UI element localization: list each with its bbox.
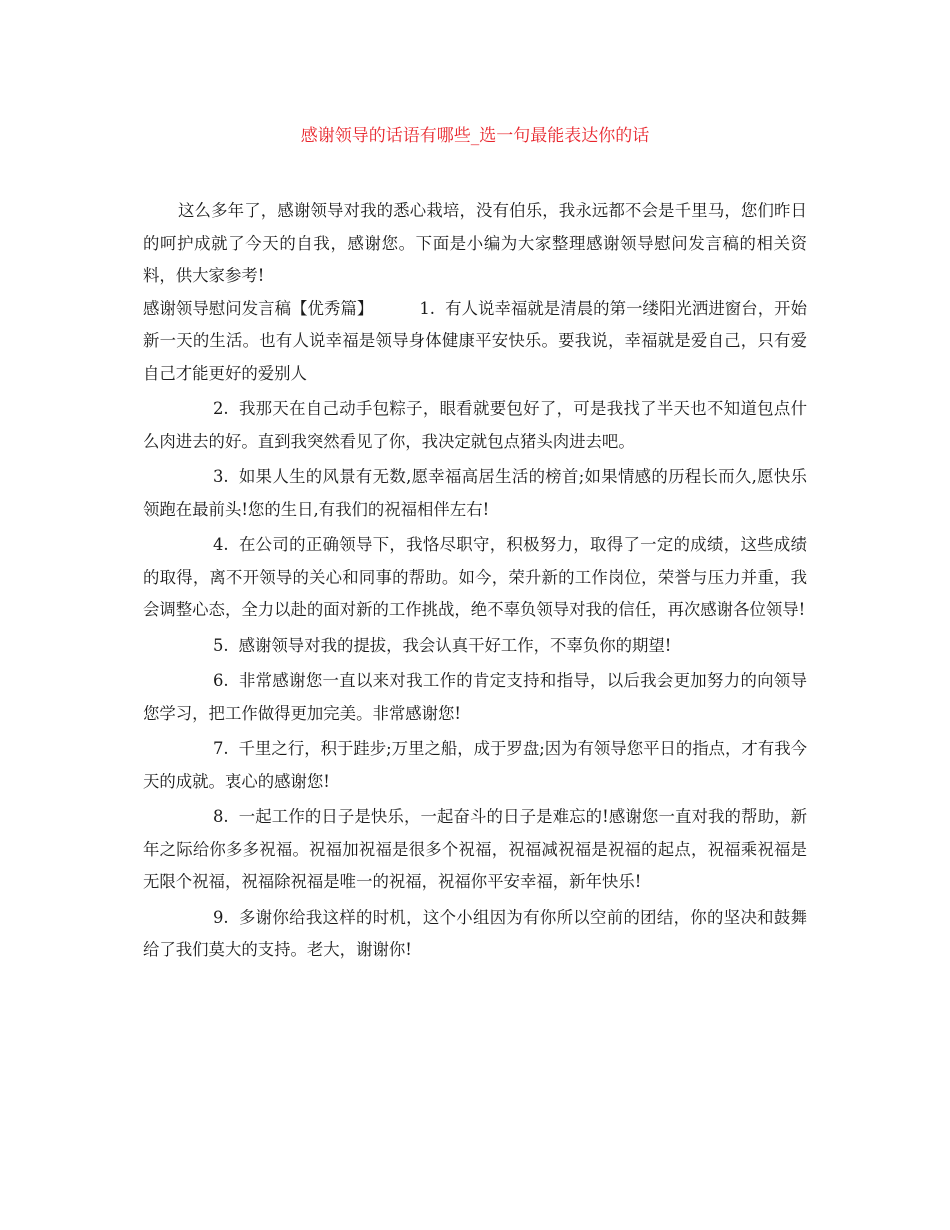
list-item (143, 801, 807, 899)
document-body (143, 195, 807, 967)
intro-paragraph: 这么多年了，感谢领导对我的悉心栽培，没有伯乐，我永远都不会是千里马，您们昨日的呵护成就了今天的自我，感谢您。下面是小编为大家整理感谢领导慰问发言稿的相关资料，供大家参考! (143, 201, 807, 285)
list-item (143, 733, 807, 798)
item-number: 9. (213, 907, 229, 927)
item-text: 多谢你给我这样的时机，这个小组因为有你所以空前的团结，你的坚决和鼓舞给了我们莫大的支持。老大，谢谢你! (143, 907, 807, 959)
item-number: 4. (213, 535, 229, 554)
item-text: 千里之行，积于跬步;万里之船，成于罗盘;因为有领导您平日的指点，才有我今天的成就。衷心的感谢您! (143, 739, 807, 791)
section-paragraph (143, 293, 807, 391)
list-item (143, 665, 807, 730)
list-item (143, 630, 807, 663)
list-item (143, 529, 807, 627)
item-number: 8. (213, 807, 229, 826)
item-number: 1. (419, 298, 436, 318)
item-text: 一起工作的日子是快乐，一起奋斗的日子是难忘的!感谢您一直对我的帮助，新年之际给你多多祝福。祝福加祝福是很多个祝福，祝福减祝福是祝福的起点，祝福乘祝福是无限个祝福，祝福除祝福是唯一的祝福，祝福你平安幸福，新年快乐! (143, 807, 807, 891)
list-item (143, 393, 807, 458)
item-number: 5. (213, 635, 229, 655)
item-text: 有人说幸福就是清晨的第一缕阳光洒进窗台，开始新一天的生活。也有人说幸福是领导身体健康平安快乐。要我说，幸福就是爱自己，只有爱自己才能更好的爱别人 (143, 298, 808, 383)
list-item (143, 461, 807, 526)
item-text: 在公司的正确领导下，我恪尽职守，积极努力，取得了一定的成绩，这些成绩的取得，离不开领导的关心和同事的帮助。如今，荣升新的工作岗位，荣誉与压力并重，我会调整心态，全力以赴的面对新的工作挑战，绝不辜负领导对我的信任，再次感谢各位领导! (143, 535, 807, 619)
item-number: 7. (213, 739, 229, 758)
item-text: 如果人生的风景有无数,愿幸福高居生活的榜首;如果情感的历程长而久,愿快乐领跑在最前头!您的生日,有我们的祝福相伴左右! (143, 467, 807, 519)
item-number: 6. (213, 671, 229, 690)
item-text: 感谢领导对我的提拔，我会认真干好工作，不辜负你的期望! (238, 635, 672, 655)
list-item (143, 902, 807, 967)
item-text: 非常感谢您一直以来对我工作的肯定支持和指导，以后我会更加努力的向领导您学习，把工作做得更加完美。非常感谢您! (143, 671, 807, 723)
section-title: 感谢领导慰问发言稿【优秀篇】 (143, 298, 374, 318)
document-title: 感谢领导的话语有哪些_选一句最能表达你的话 (300, 126, 650, 146)
item-number: 3. (213, 467, 229, 486)
item-text: 我那天在自己动手包粽子，眼看就要包好了，可是我找了半天也不知道包点什么肉进去的好。直到我突然看见了你，我决定就包点猪头肉进去吧。 (143, 399, 807, 451)
item-number: 2. (213, 399, 229, 418)
